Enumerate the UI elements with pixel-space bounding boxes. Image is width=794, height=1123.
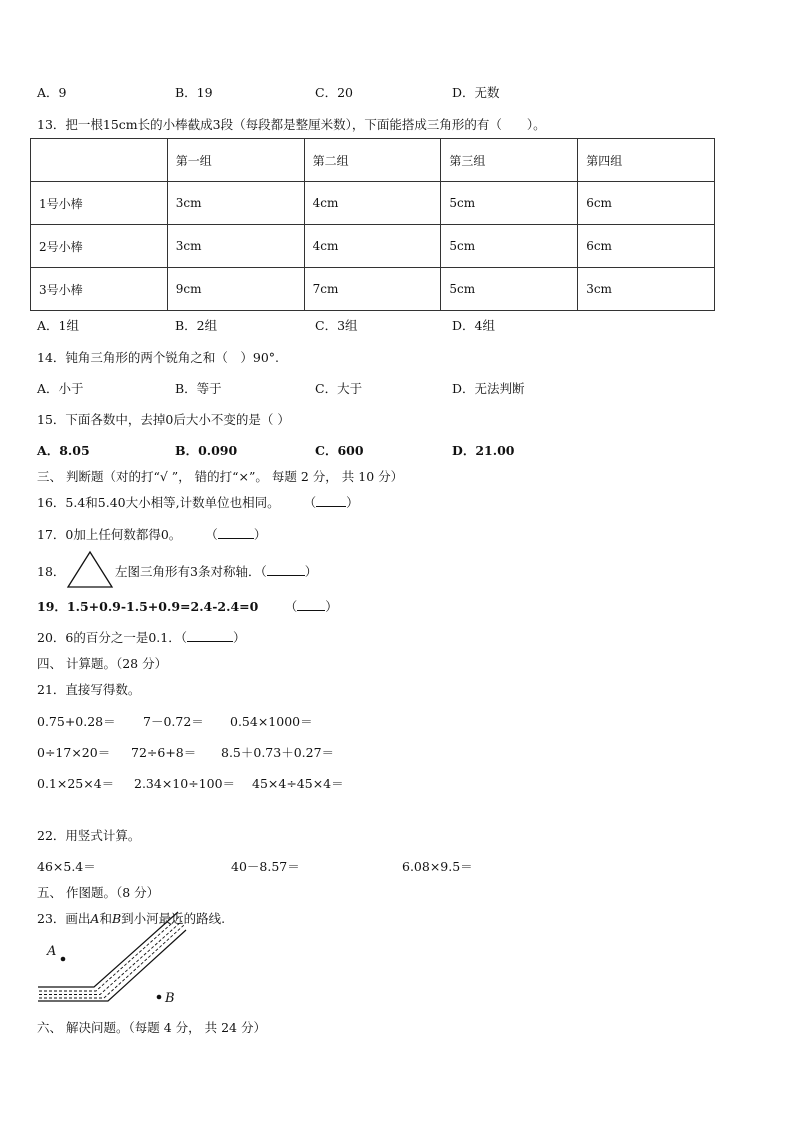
table-cell: 3cm [578, 268, 715, 311]
q19-text: 19．1.5+0.9-1.5+0.9=2.4-2.4=0 [37, 599, 259, 614]
q23-stem-mid: 和 [99, 911, 112, 926]
q14-option-d: D．无法判断 [452, 381, 525, 396]
q19-line [37, 597, 338, 615]
table-header-cell: 第三组 [441, 139, 578, 182]
table-header-cell: 第二组 [304, 139, 441, 182]
q23-stem-pre: 23．画出 [37, 911, 91, 926]
q21-expression: 72÷6+8＝ [131, 745, 197, 760]
table-cell: 6cm [578, 182, 715, 225]
q22-stem: 22．用竖式计算。 [37, 828, 141, 843]
table-cell: 2号小棒 [31, 225, 168, 268]
q13-stem: 13．把一根15cm长的小棒截成3段（每段都是整厘米数），下面能搭成三角形的有（ ）。 [37, 117, 546, 132]
q13-option-b: B．2组 [175, 318, 218, 333]
q22-expression: 6.08×9.5＝ [402, 859, 473, 874]
q20-close-paren: ） [233, 630, 246, 645]
q12-option-a: A．9 [37, 85, 67, 100]
q16-open-paren: （ [303, 495, 317, 510]
table-cell: 9cm [167, 268, 304, 311]
q12-option-c: C．20 [315, 85, 353, 100]
q14-option-c: C．大于 [315, 381, 363, 396]
q12-option-d: D．无数 [452, 85, 500, 100]
table-cell: 3cm [167, 182, 304, 225]
section-6-heading: 六、 解决问题。（每题 4 分， 共 24 分） [37, 1020, 266, 1035]
q14-option-a: A．小于 [37, 381, 84, 396]
q18-close-paren: ） [304, 564, 318, 579]
q21-expression: 0.75+0.28＝ [37, 714, 116, 729]
q19-answer-blank[interactable] [297, 598, 325, 611]
q18-answer-blank[interactable] [267, 563, 305, 576]
table-cell: 4cm [304, 182, 441, 225]
table-row [31, 182, 715, 225]
q17-text: 17．0加上任何数都得0。 [37, 527, 182, 542]
q19-open-paren: （ [284, 599, 298, 614]
q18-line [115, 562, 317, 580]
table-cell: 5cm [441, 182, 578, 225]
q16-text: 16．5.4和5.40大小相等,计数单位也相同。 [37, 495, 280, 510]
table-header-cell [31, 139, 168, 182]
q16-answer-blank[interactable] [316, 494, 346, 507]
q20-answer-blank[interactable] [187, 629, 233, 642]
section-5-heading: 五、 作图题。（8 分） [37, 885, 160, 900]
q20-text: 20．6的百分之一是0.1．（ [37, 630, 187, 645]
q14-stem: 14．钝角三角形的两个锐角之和（ ）90°. [37, 350, 280, 365]
q17-answer-blank[interactable] [218, 526, 254, 539]
river-diagram [36, 908, 186, 1008]
table-cell: 6cm [578, 225, 715, 268]
table-cell: 3号小棒 [31, 268, 168, 311]
q16-close-paren: ） [346, 495, 359, 510]
q15-stem: 15．下面各数中，去掉0后大小不变的是（ ） [37, 412, 290, 427]
q14-option-b: B．等于 [175, 381, 222, 396]
q21-expression: 0.54×1000＝ [230, 714, 313, 729]
q15-option-a: A．8.05 [37, 443, 90, 458]
q23-point-a-ref: A [90, 911, 100, 926]
point-a-label: A [47, 944, 57, 959]
table-row [31, 225, 715, 268]
table-header-cell: 第一组 [167, 139, 304, 182]
q17-line [37, 525, 266, 543]
section-3-heading: 三、 判断题（对的打“√ ”， 错的打“×”。 每题 2 分， 共 10 分） [37, 469, 404, 484]
q21-expression: 45×4÷45×4＝ [252, 776, 344, 791]
q15-option-d: D．21.00 [452, 443, 515, 458]
table-header-cell: 第四组 [578, 139, 715, 182]
q13-option-a: A．1组 [37, 318, 79, 333]
table-cell: 5cm [441, 225, 578, 268]
q22-expression: 40－8.57＝ [231, 859, 300, 874]
table-cell: 1号小棒 [31, 182, 168, 225]
q17-close-paren: ） [253, 527, 267, 542]
q23-point-b-ref: B [111, 911, 122, 926]
table-cell: 7cm [304, 268, 441, 311]
table-cell: 5cm [441, 268, 578, 311]
q17-open-paren: （ [205, 527, 218, 542]
q22-expression: 46×5.4＝ [37, 859, 96, 874]
q21-expression: 0.1×25×4＝ [37, 776, 115, 791]
q19-close-paren: ） [325, 599, 338, 614]
q23-stem-post: 到小河最近的路线. [121, 911, 226, 926]
triangle-figure [66, 551, 114, 589]
q18-number: 18． [37, 564, 66, 579]
table-cell: 4cm [304, 225, 441, 268]
point-b-label: B [165, 991, 175, 1006]
table-header-row [31, 139, 715, 182]
stick-groups-table [30, 138, 715, 311]
table-cell: 3cm [167, 225, 304, 268]
q21-expression: 7－0.72＝ [143, 714, 204, 729]
q12-option-b: B．19 [175, 85, 213, 100]
q15-option-b: B．0.090 [175, 443, 238, 458]
q15-option-c: C．600 [315, 443, 364, 458]
q18-text: 左图三角形有3条对称轴．（ [115, 564, 267, 579]
table-row [31, 268, 715, 311]
q20-line [37, 628, 246, 646]
q13-option-d: D．4组 [452, 318, 495, 333]
section-4-heading: 四、 计算题。（28 分） [37, 656, 168, 671]
q16-line [37, 493, 359, 511]
q21-expression: 8.5＋0.73＋0.27＝ [221, 745, 335, 760]
q21-expression: 0÷17×20＝ [37, 745, 111, 760]
q13-option-c: C．3组 [315, 318, 358, 333]
q21-expression: 2.34×10÷100＝ [134, 776, 236, 791]
q21-stem: 21．直接写得数。 [37, 682, 141, 697]
